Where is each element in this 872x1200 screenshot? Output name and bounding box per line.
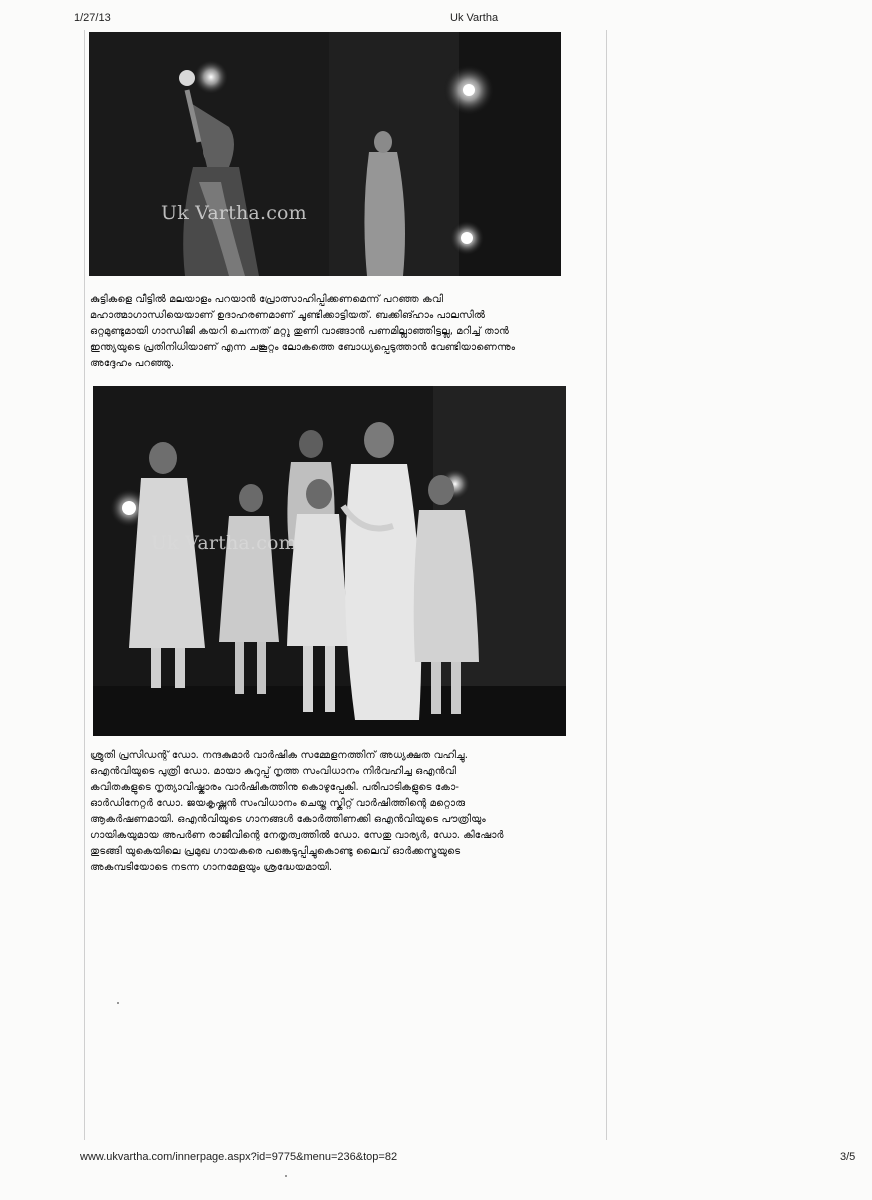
text-line: അദ്ദേഹം പറഞ്ഞു. [90,358,175,369]
watermark: Uk Vartha.com [151,532,297,554]
text-line: ആകർഷണമായി. ഒഎൻവിയുടെ ഗാനങ്ങൾ കോർത്തിണക്കി ഒഎൻവിയുടെ പൗത്രിയും [90,814,486,825]
article-paragraph-1 [90,292,610,372]
text-line: ഇന്ത്യയുടെ പ്രതിനിധിയാണ് എന്ന ചങ്കൂറ്റം ലോകത്തെ ബോധ്യപ്പെടുത്താൻ വേണ്ടിയാണെന്നും [90,342,516,353]
text-line: അകമ്പടിയോടെ നടന്ന ഗാനമേളയും ശ്രദ്ധേയമായി. [90,862,333,873]
text-line: ഗായികയുമായ അപർണ രാജീവിന്റെ നേതൃത്വത്തിൽ ഡോ. സേതു വാര്യർ, ഡോ. കിഷോർ [90,830,504,841]
text-line: മഹാത്മാഗാന്ധിയെയാണ് ഉദാഹരണമാണ് ചൂണ്ടിക്കാട്ടിയത്. ബക്കിങ്ഹാം പാലസിൽ [90,310,486,321]
text-line: ഒറ്റമുണ്ടുമായി ഗാന്ധിജി കയറി ചെന്നത് മറ്റു തുണി വാങ്ങാൻ പണമില്ലാഞ്ഞിട്ടല്ല, മറിച്ച് താൻ [90,326,510,337]
page-number: 3/5 [840,1151,856,1163]
print-url: www.ukvartha.com/innerpage.aspx?id=9775&menu=236&top=82 [80,1151,398,1163]
text-line: ശ്രുതി പ്രസിഡന്റ് ഡോ. നന്ദകുമാർ വാർഷിക സമ്മേളനത്തിന് അധ്യക്ഷത വഹിച്ചു. [90,750,468,761]
watermark: Uk Vartha.com [161,202,307,224]
text-line: ഓർഡിനേറ്റർ ഡോ. ജയകൃഷ്ണൻ സംവിധാനം ചെയ്ത സ്കിറ്റ് വാർഷിത്തിന്റെ മറ്റൊരു [90,798,466,809]
text-line: കുട്ടികളെ വീട്ടിൽ മലയാളം പറയാൻ പ്രോത്സാഹിപ്പിക്കണമെന്ന് പറഞ്ഞ കവി [90,294,444,305]
print-date: 1/27/13 [74,12,111,24]
scan-speck [285,1175,287,1177]
right-border [606,30,607,1140]
text-line: ഒഎൻവിയുടെ പുത്രി ഡോ. മായാ കുറുപ്പ് നൃത്ത സംവിധാനം നിർവഹിച്ച ഒഎൻവി [90,766,456,777]
article-paragraph-2 [90,748,610,876]
scan-speck [117,1002,119,1004]
children-photo-graphic [93,386,566,736]
left-border [84,30,85,1140]
text-line: തുടങ്ങി യുകെയിലെ പ്രമുഖ ഗായകരെ പങ്കെടുപ്പിച്ചുകൊണ്ടു ലൈവ് ഓർക്കസ്ട്രയുടെ [90,846,461,857]
dancer-photo-graphic [89,32,561,276]
article-photo-children [93,386,566,736]
article-photo-dancer [89,32,561,276]
print-page-title: Uk Vartha [450,12,499,24]
text-line: കവിതകളുടെ നൃത്യാവിഷ്കാരം വാർഷികത്തിനു കൊഴുപ്പേകി. പരിപാടികളുടെ കോ- [90,782,459,793]
